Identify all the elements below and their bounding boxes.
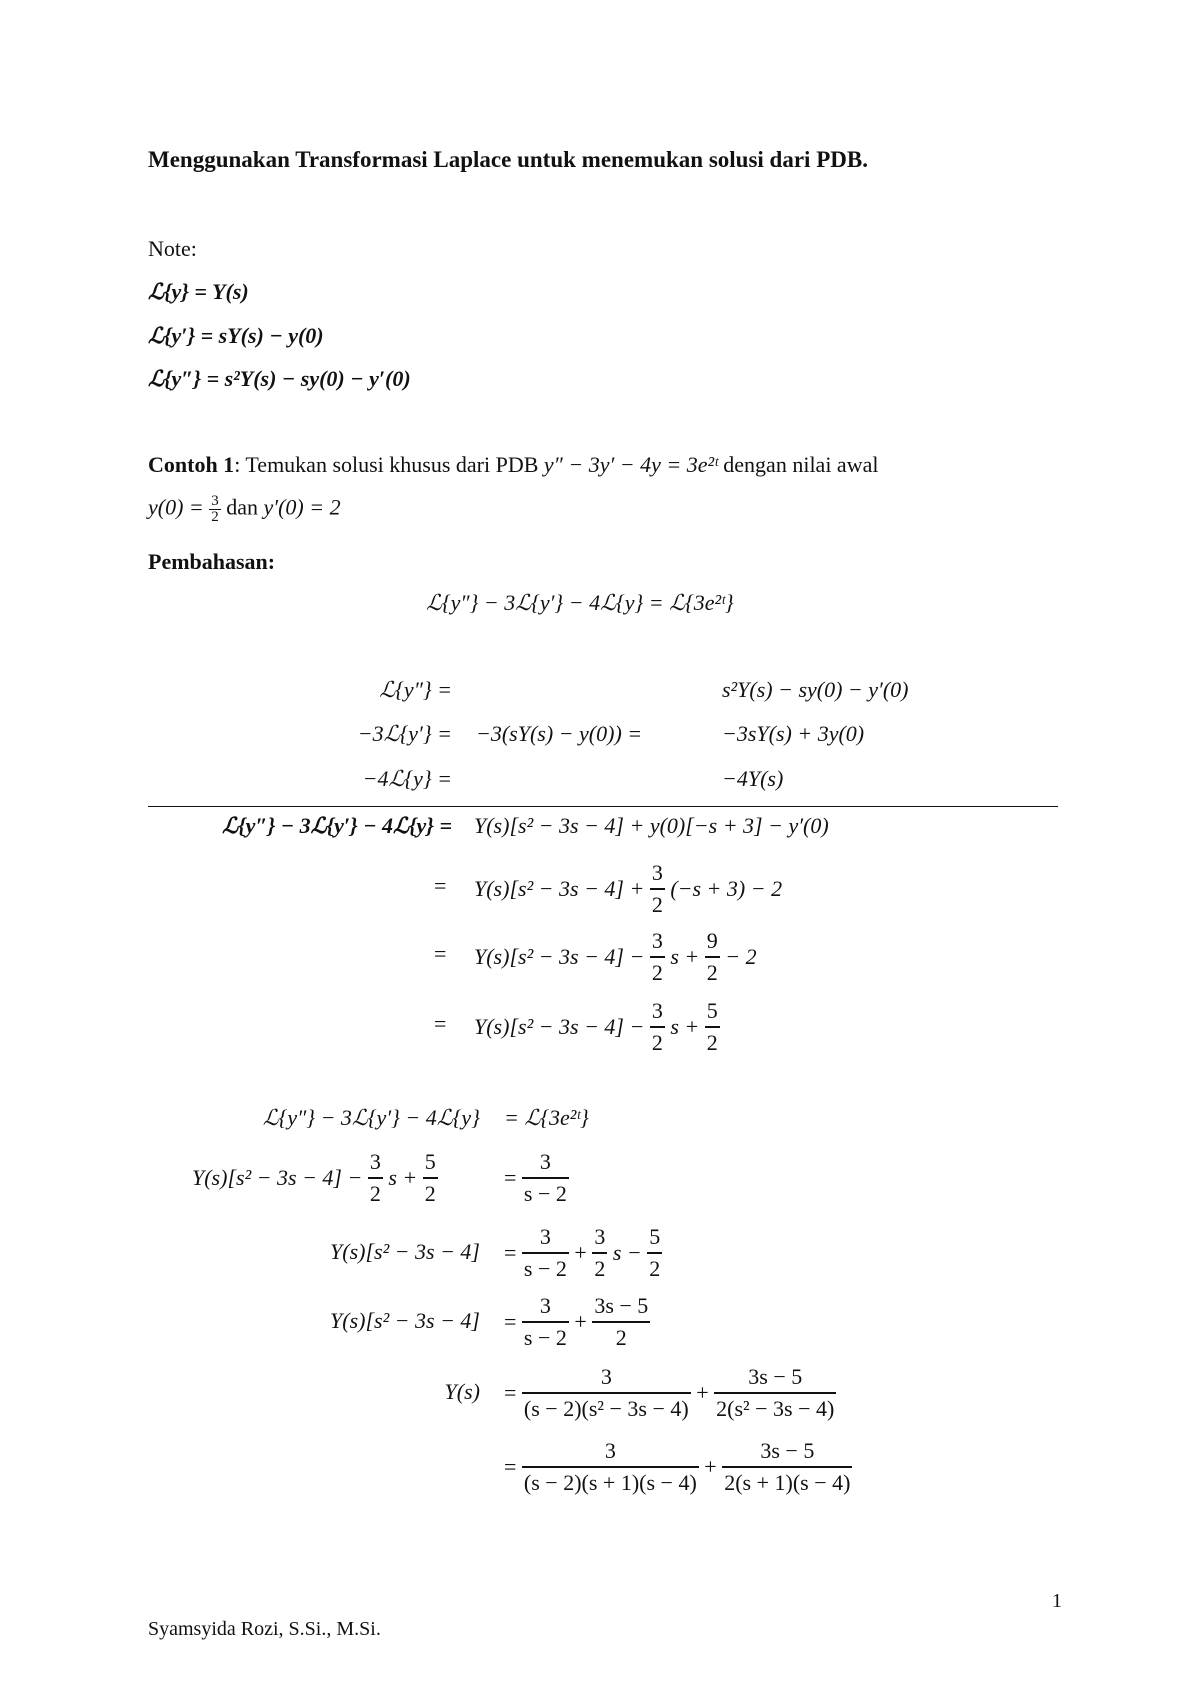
note-label: Note: bbox=[148, 236, 197, 261]
eq2-frac-1 bbox=[650, 926, 665, 988]
eq1-a: Y(s)[s² − 3s − 4] + bbox=[474, 876, 645, 901]
b2-l2-frac-2 bbox=[423, 1147, 438, 1209]
b2-l3-frac-3 bbox=[647, 1222, 662, 1284]
b2-l6-frac-2-num: 3s − 5 bbox=[760, 1438, 815, 1463]
eq-sign-1: = bbox=[434, 873, 447, 898]
eq3-frac-2-num: 5 bbox=[706, 998, 718, 1023]
eq3-frac-2 bbox=[705, 996, 720, 1058]
eq1-b: (−s + 3) − 2 bbox=[670, 876, 783, 901]
b2-l2-left bbox=[192, 1147, 438, 1209]
b2-l1-right: = ℒ{3e²ᵗ} bbox=[504, 1105, 589, 1130]
table-r1-right: s²Y(s) − sy(0) − y′(0) bbox=[722, 677, 909, 702]
note-line-3: ℒ{y″} = s²Y(s) − sy(0) − y′(0) bbox=[148, 366, 411, 391]
eq2-b: s + bbox=[670, 944, 700, 969]
b2-l5-right bbox=[504, 1362, 836, 1424]
b2-l3-s: s − bbox=[612, 1240, 642, 1265]
table-r1-left: ℒ{y″} = bbox=[379, 677, 452, 702]
ic-mid: dan bbox=[226, 494, 259, 520]
b2-l6-frac-2-den: 2(s + 1)(s − 4) bbox=[722, 1466, 852, 1498]
eq3-a: Y(s)[s² − 3s − 4] − bbox=[474, 1014, 645, 1039]
table-r2-left: −3ℒ{y′} = bbox=[357, 721, 452, 746]
sum-divider-line bbox=[148, 806, 1058, 807]
b2-l5-frac-2-den: 2(s² − 3s − 4) bbox=[714, 1392, 836, 1424]
b2-l4-eq: = bbox=[504, 1309, 517, 1334]
example-equation: y″ − 3y′ − 4y = 3e²ᵗ bbox=[543, 452, 718, 477]
b2-l2-rhs-num: 3 bbox=[539, 1149, 551, 1174]
b2-l4-frac-2-den: 2 bbox=[592, 1321, 650, 1353]
table-r2-right: −3sY(s) + 3y(0) bbox=[722, 721, 865, 746]
eq3-b: s + bbox=[670, 1014, 700, 1039]
note-line-1: ℒ{y} = Y(s) bbox=[148, 279, 249, 304]
note-line-2: ℒ{y′} = sY(s) − y(0) bbox=[148, 323, 324, 348]
eq2-frac-2-den: 2 bbox=[705, 956, 720, 988]
b2-l2-right bbox=[504, 1147, 569, 1209]
b2-l6-eq: = bbox=[504, 1454, 517, 1479]
b2-l5-plus: + bbox=[696, 1380, 709, 1405]
b2-l2-frac-1-num: 3 bbox=[369, 1149, 381, 1174]
b2-l2-left-a: Y(s)[s² − 3s − 4] − bbox=[192, 1165, 363, 1190]
table-r3-left: −4ℒ{y} = bbox=[362, 766, 452, 791]
b2-l3-frac-2-num: 3 bbox=[594, 1224, 606, 1249]
b2-l2-frac-1-den: 2 bbox=[368, 1177, 383, 1209]
b2-l6-frac-1-den: (s − 2)(s + 1)(s − 4) bbox=[522, 1466, 699, 1498]
b2-l3-frac-3-den: 2 bbox=[647, 1252, 662, 1284]
eq1-frac bbox=[650, 858, 665, 920]
eq2-frac-2-num: 9 bbox=[706, 928, 718, 953]
page-title: Menggunakan Transformasi Laplace untuk menemukan solusi dari PDB. bbox=[148, 147, 868, 172]
eq-sign-2: = bbox=[434, 941, 447, 966]
ic-end: y′(0) = 2 bbox=[263, 494, 341, 520]
b2-l3-frac-3-num: 5 bbox=[649, 1224, 661, 1249]
b2-l3-eq: = bbox=[504, 1240, 517, 1265]
ic-frac-den: 2 bbox=[211, 509, 219, 525]
eq3-frac-1-num: 3 bbox=[651, 998, 663, 1023]
b2-l4-left: Y(s)[s² − 3s − 4] bbox=[330, 1308, 480, 1333]
b2-l3-frac-2-den: 2 bbox=[592, 1252, 607, 1284]
b2-l4-right bbox=[504, 1291, 650, 1353]
b2-l4-frac-2-num: 3s − 5 bbox=[594, 1293, 649, 1318]
b2-l2-eq: = bbox=[504, 1165, 517, 1190]
main-equation: ℒ{y″} − 3ℒ{y′} − 4ℒ{y} = ℒ{3e²ᵗ} bbox=[426, 590, 734, 615]
example-text: : Temukan solusi khusus dari PDB bbox=[234, 452, 539, 477]
eq2-frac-1-den: 2 bbox=[650, 956, 665, 988]
b2-l4-frac-1 bbox=[522, 1291, 569, 1353]
b2-l5-frac-1-den: (s − 2)(s² − 3s − 4) bbox=[522, 1392, 691, 1424]
b2-l3-right bbox=[504, 1222, 662, 1284]
example-suffix: dengan nilai awal bbox=[723, 452, 879, 477]
b2-l3-plus: + bbox=[574, 1240, 587, 1265]
b2-l4-frac-2 bbox=[592, 1291, 650, 1353]
b2-l4-frac-1-den: s − 2 bbox=[522, 1321, 569, 1353]
sum-right: Y(s)[s² − 3s − 4] + y(0)[−s + 3] − y′(0) bbox=[474, 813, 829, 838]
b2-l4-plus: + bbox=[574, 1309, 587, 1334]
b2-l6-frac-1-num: 3 bbox=[604, 1438, 616, 1463]
b2-l2-rhs-den: s − 2 bbox=[522, 1177, 569, 1209]
b2-l4-frac-1-num: 3 bbox=[539, 1293, 551, 1318]
eq1-frac-num: 3 bbox=[651, 860, 663, 885]
b2-l6-frac-1 bbox=[522, 1436, 699, 1498]
eq2-a: Y(s)[s² − 3s − 4] − bbox=[474, 944, 645, 969]
ic-fraction bbox=[209, 494, 221, 525]
eq2-frac-2 bbox=[705, 926, 720, 988]
b2-l3-frac-1-num: 3 bbox=[539, 1224, 551, 1249]
b2-l6-frac-2 bbox=[722, 1436, 852, 1498]
b2-l3-left: Y(s)[s² − 3s − 4] bbox=[330, 1239, 480, 1264]
b2-l5-frac-2 bbox=[714, 1362, 836, 1424]
b2-l1-left: ℒ{y″} − 3ℒ{y′} − 4ℒ{y} bbox=[262, 1105, 480, 1130]
b2-l6-plus: + bbox=[704, 1454, 717, 1479]
b2-l2-frac-1 bbox=[368, 1147, 383, 1209]
eq3-frac-2-den: 2 bbox=[705, 1026, 720, 1058]
ic-frac-num: 3 bbox=[211, 493, 219, 509]
derivation-line-1 bbox=[474, 858, 782, 920]
b2-l2-frac-2-num: 5 bbox=[424, 1149, 436, 1174]
b2-l5-frac-2-num: 3s − 5 bbox=[748, 1364, 803, 1389]
b2-l3-frac-1-den: s − 2 bbox=[522, 1252, 569, 1284]
b2-l2-rhs-frac bbox=[522, 1147, 569, 1209]
b2-l5-frac-1-num: 3 bbox=[600, 1364, 612, 1389]
derivation-line-2 bbox=[474, 926, 757, 988]
b2-l5-left: Y(s) bbox=[444, 1379, 480, 1404]
sum-left: ℒ{y″} − 3ℒ{y′} − 4ℒ{y} = bbox=[222, 813, 452, 838]
b2-l3-frac-1 bbox=[522, 1222, 569, 1284]
eq1-frac-den: 2 bbox=[650, 888, 665, 920]
table-r2-mid: −3(sY(s) − y(0)) = bbox=[476, 721, 643, 746]
eq2-c: − 2 bbox=[725, 944, 757, 969]
initial-conditions bbox=[148, 494, 341, 525]
eq3-frac-1-den: 2 bbox=[650, 1026, 665, 1058]
ic-start: y(0) = bbox=[148, 494, 204, 520]
page-number: 1 bbox=[1052, 1590, 1062, 1612]
b2-l5-frac-1 bbox=[522, 1362, 691, 1424]
footer-author: Syamsyida Rozi, S.Si., M.Si. bbox=[148, 1618, 381, 1640]
derivation-line-3 bbox=[474, 996, 720, 1058]
solution-label: Pembahasan: bbox=[148, 549, 276, 574]
example-statement bbox=[148, 452, 878, 478]
table-r3-right: −4Y(s) bbox=[722, 766, 784, 791]
b2-l5-eq: = bbox=[504, 1380, 517, 1405]
eq2-frac-1-num: 3 bbox=[651, 928, 663, 953]
example-label: Contoh 1 bbox=[148, 452, 235, 477]
b2-l6-right bbox=[504, 1436, 852, 1498]
eq3-frac-1 bbox=[650, 996, 665, 1058]
b2-l2-left-b: s + bbox=[388, 1165, 418, 1190]
b2-l2-frac-2-den: 2 bbox=[423, 1177, 438, 1209]
eq-sign-3: = bbox=[434, 1011, 447, 1036]
b2-l3-frac-2 bbox=[592, 1222, 607, 1284]
